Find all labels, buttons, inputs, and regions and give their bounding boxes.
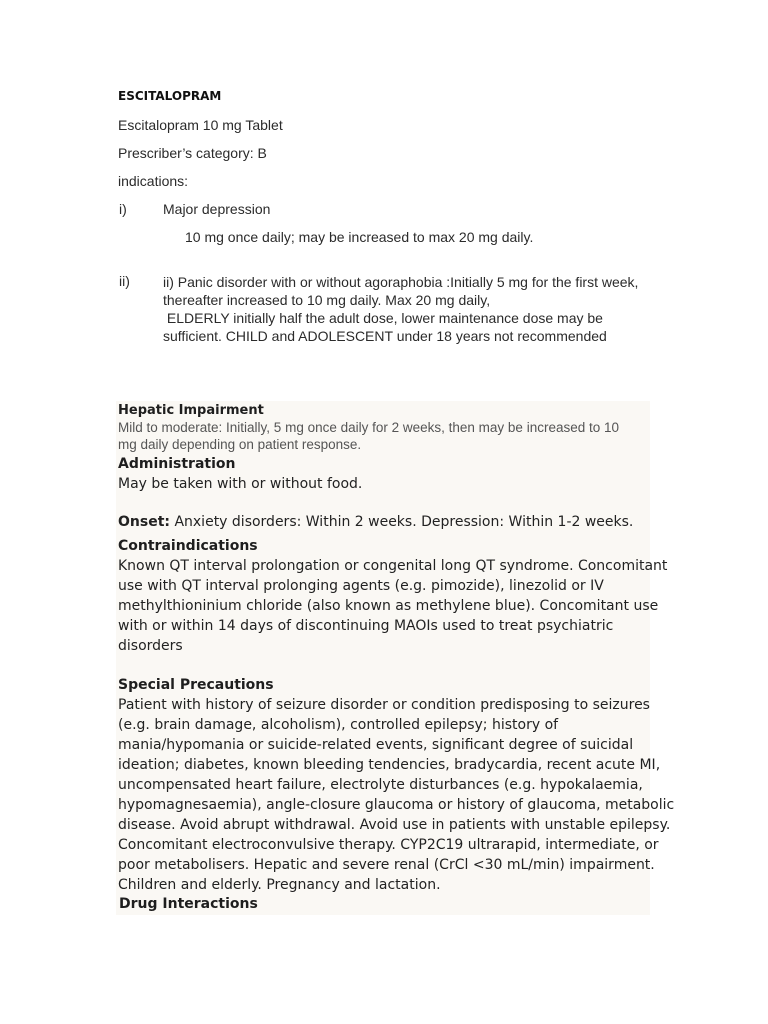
administration-line: May be taken with or without food. [118,476,363,492]
precautions-line: uncompensated heart failure, electrolyte disturbances (e.g. hypokalaemia, [118,777,643,793]
drug-title: ESCITALOPRAM [118,89,222,103]
hepatic-impairment-title: Hepatic Impairment [118,403,264,418]
administration-title: Administration [118,456,236,472]
indications-label: indications: [118,173,189,189]
precautions-line: hypomagnesaemia), angle-closure glaucoma or history of glaucoma, metabolic [118,797,675,813]
contraindications-line: Known QT interval prolongation or congenital long QT syndrome. Concomitant [118,558,668,574]
precautions-line: mania/hypomania or suicide-related events, significant degree of suicidal [118,737,634,753]
special-precautions-title: Special Precautions [118,677,274,693]
hepatic-impairment-text [118,419,650,453]
indication-2-line: ii) Panic disorder with or without agoraphobia :Initially 5 mg for the first week, [163,274,639,290]
precautions-line: Patient with history of seizure disorder or condition predisposing to seizures [118,697,650,713]
product-name: Escitalopram 10 mg Tablet [118,117,283,133]
contraindications-line: methylthioninium chloride (also known as methylene blue). Concomitant use [118,598,659,614]
indication-2-line: sufficient. CHILD and ADOLESCENT under 18 years not recommended [163,328,607,344]
administration-text [118,474,650,494]
onset-line [118,514,633,530]
precautions-line: poor metabolisers. Hepatic and severe renal (CrCl <30 mL/min) impairment. [118,857,655,873]
contraindications-line: disorders [118,638,183,654]
precautions-line: Children and elderly. Pregnancy and lactation. [118,877,441,893]
indication-2-number: ii) [119,273,130,289]
precautions-line: ideation; diabetes, known bleeding tendencies, bradycardia, recent acute MI, [118,757,661,773]
indication-2-line: thereafter increased to 10 mg daily. Max 20 mg daily, [163,292,491,308]
hepatic-line: Mild to moderate: Initially, 5 mg once daily for 2 weeks, then may be increased to 10 [118,420,620,435]
hepatic-line: mg daily depending on patient response. [118,437,362,452]
onset-label: Onset: [118,514,170,530]
precautions-line: disease. Avoid abrupt withdrawal. Avoid use in patients with unstable epilepsy. [118,817,671,833]
contraindications-line: use with QT interval prolonging agents (e.g. pimozide), linezolid or IV [118,578,604,594]
contraindications-line: with or within 14 days of discontinuing MAOIs used to treat psychiatric [118,618,614,634]
special-precautions-text [118,695,675,895]
prescriber-category: Prescriber’s category: B [118,145,267,161]
contraindications-text [118,556,668,656]
indication-1-text: Major depression [163,201,271,217]
drug-interactions-title: Drug Interactions [119,896,258,912]
onset-text: Anxiety disorders: Within 2 weeks. Depression: Within 1-2 weeks. [170,514,634,530]
indication-1-number: i) [119,201,127,217]
contraindications-title: Contraindications [118,538,258,554]
precautions-line: Concomitant electroconvulsive therapy. CYP2C19 ultrarapid, intermediate, or [118,837,659,853]
indication-2-line: ELDERLY initially half the adult dose, lower maintenance dose may be [163,310,603,326]
precautions-line: (e.g. brain damage, alcoholism), controlled epilepsy; history of [118,717,559,733]
indication-1-dose: 10 mg once daily; may be increased to max 20 mg daily. [185,229,534,245]
indication-2-text [163,273,663,345]
